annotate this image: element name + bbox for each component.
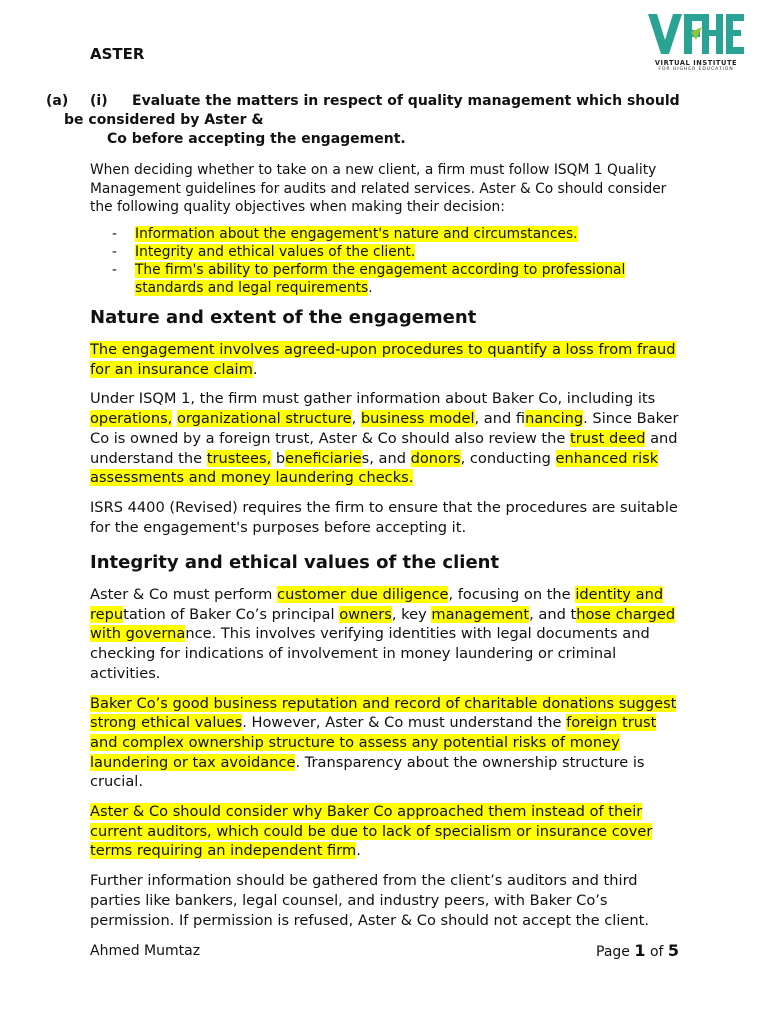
question-heading [46, 92, 706, 149]
nature-paragraph-3: ISRS 4400 (Revised) requires the firm to ensure that the procedures are suitable for the engagement's purposes before accepting it. [90, 498, 678, 536]
integrity-paragraph-1 [90, 585, 680, 684]
highlight-text: Baker Co’s good business reputation and record of charitable donations suggest strong ethical values [90, 694, 677, 732]
highlight-text: customer due diligence [277, 586, 449, 603]
nature-paragraph-2 [90, 389, 680, 488]
section-heading-nature: Nature and extent of the engagement [90, 307, 477, 328]
highlight-text: donors [410, 449, 461, 467]
plain-text: . However, Aster & Co must understand the [242, 714, 567, 732]
integrity-paragraph-4: Further information should be gathered from the client’s auditors and third parties like bankers, legal counsel, and industry peers, with Baker Co’s permission. If permission is refused, Aster & Co should not accept the client. [90, 872, 649, 929]
quality-objectives-list [90, 225, 680, 297]
plain-text: s, and [361, 449, 411, 467]
intro-paragraph: When deciding whether to take on a new client, a firm must follow ISQM 1 Quality Management guidelines for audits and related services. Aster & Co should consider the following quality objectives when making their decision: [90, 162, 667, 215]
plain-text: b [271, 449, 286, 467]
highlight-text: Aster & Co should consider why Baker Co approached them instead of their current auditors, which could be due to lack of specialism or insurance cover terms requiring an independent firm [90, 803, 653, 860]
bullet-text-end: . [368, 280, 373, 296]
highlight-text: organizational structure [176, 410, 352, 428]
document-header-title: ASTER [90, 45, 145, 63]
highlight-text: The engagement involves agreed-upon procedures to quantify a loss from fraud for an insurance claim [90, 341, 676, 378]
plain-text: and understand the [90, 429, 678, 467]
plain-text: . Transparency about the ownership structure is crucial. [90, 753, 645, 791]
plain-text: . [252, 360, 258, 378]
plain-text: nce. This involves verifying identities with legal documents and checking for indications of involvement in money laundering or criminal activities. [90, 625, 650, 682]
bullet-dash: - [112, 244, 117, 260]
logo-line-2: FOR HIGHER EDUCATION [658, 67, 734, 72]
total-pages: 5 [667, 941, 680, 960]
list-item [90, 225, 680, 243]
highlight-text: trustees, [206, 449, 272, 467]
of-word: of [649, 944, 664, 960]
current-page: 1 [634, 941, 646, 960]
question-label-a: (a) [46, 93, 69, 109]
plain-text: , [351, 410, 361, 428]
plain-text: , key [391, 605, 432, 623]
footer-page-number [596, 941, 679, 960]
highlight-text: trust deed [570, 429, 646, 447]
bullet-text: Information about the engagement's nature and circumstances. [135, 226, 578, 242]
integrity-paragraph-2 [90, 694, 680, 793]
section-heading-integrity: Integrity and ethical values of the client [90, 552, 500, 573]
highlight-text: business model [360, 410, 475, 428]
integrity-section-body [90, 585, 680, 930]
highlight-text: operations, [90, 410, 173, 428]
nature-section-body [90, 340, 680, 537]
plain-text: . Since Baker Co is owned by a foreign trust, Aster & Co should also review the [90, 410, 679, 447]
page-word: Page [596, 944, 630, 960]
plain-text: tation of Baker Co’s principal [123, 605, 340, 623]
list-item [90, 261, 680, 297]
bullet-text: Integrity and ethical values of the client. [135, 244, 416, 260]
list-item [90, 243, 680, 261]
plain-text: , and t [529, 605, 577, 623]
question-line-1: Evaluate the matters in respect of quality management which should [132, 93, 680, 109]
bullet-dash: - [112, 226, 117, 242]
plain-text: , conducting [460, 449, 556, 467]
vihe-logo [644, 10, 748, 76]
highlight-text: nancing [525, 410, 584, 428]
question-line-3: Co before accepting the engagement. [107, 131, 406, 147]
highlight-text: eneficiarie [285, 449, 362, 467]
bullet-text: The firm's ability to perform the engagement according to professional standards and legal requirements [135, 262, 626, 296]
highlight-text: identity and repu [90, 586, 664, 623]
highlight-text: foreign trust and complex ownership structure to assess any potential risks of money laundering or tax avoidance [90, 714, 657, 771]
plain-text: , focusing on the [448, 586, 576, 603]
integrity-paragraph-3 [90, 802, 680, 861]
plain-text: , and fi [474, 410, 526, 428]
highlight-text: hose charged with governa [90, 605, 676, 643]
bullet-dash: - [112, 262, 117, 278]
footer-author: Ahmed Mumtaz [90, 943, 201, 959]
plain-text: . [356, 842, 361, 860]
nature-paragraph-1 [90, 340, 680, 379]
plain-text: Aster & Co must perform [90, 586, 278, 603]
logo-line-1: VIRTUAL INSTITUTE [654, 59, 738, 67]
logo-mark-icon [644, 10, 748, 58]
highlight-text: owners [339, 605, 392, 623]
plain-text: Under ISQM 1, the firm must gather information about Baker Co, including its [90, 390, 656, 408]
question-label-i: (i) [90, 93, 108, 109]
question-line-2: be considered by Aster & [64, 112, 264, 128]
highlight-text: management [431, 605, 530, 623]
highlight-text: enhanced risk assessments and money laundering checks. [90, 449, 659, 487]
